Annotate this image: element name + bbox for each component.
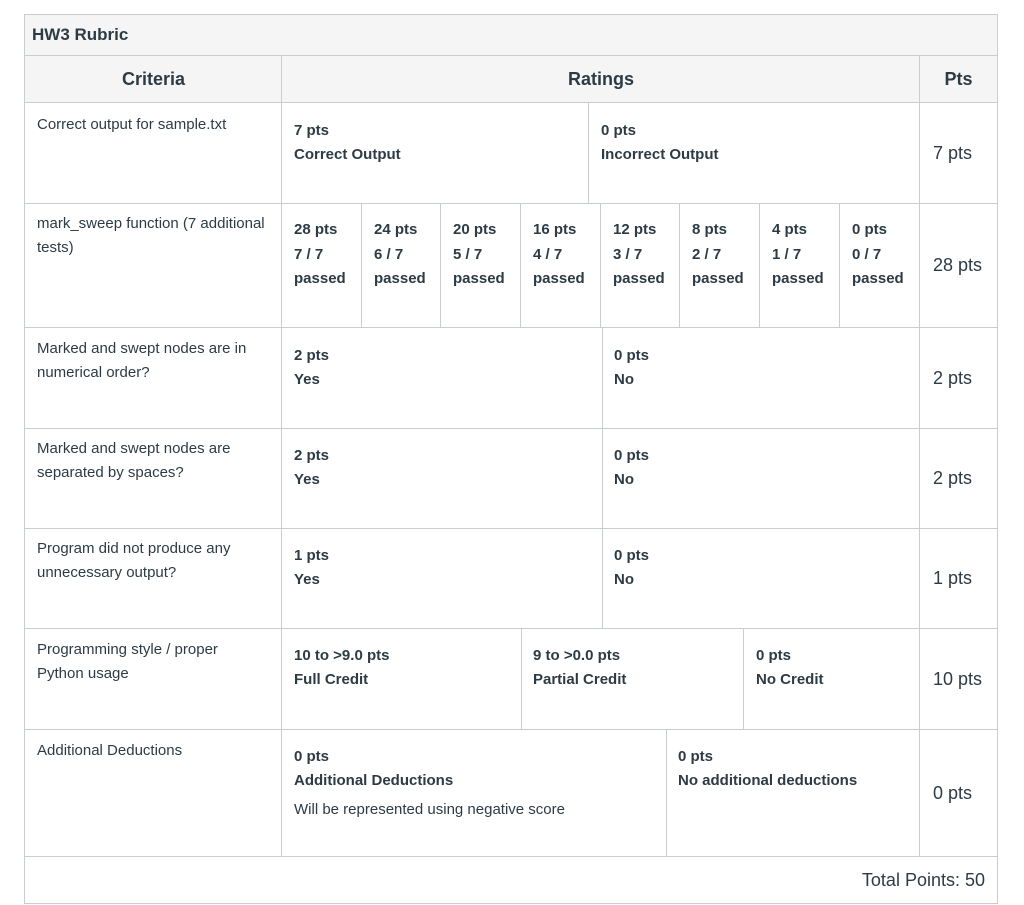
- rating-cell[interactable]: [756, 644, 824, 692]
- rating-cell[interactable]: [294, 218, 346, 292]
- rubric-table: [24, 14, 998, 904]
- divider: [679, 203, 680, 327]
- divider: [25, 856, 997, 857]
- criterion-points: 7 pts: [933, 143, 973, 163]
- rating-points: 1 pts: [294, 547, 330, 564]
- header-ratings: Ratings: [282, 56, 920, 103]
- rubric-title: HW3 Rubric: [32, 25, 129, 44]
- rating-description: No additional deductions: [678, 772, 858, 789]
- rating-description: 5 / 7: [453, 245, 483, 263]
- rubric-title-bar: [25, 15, 997, 56]
- total-points: Total Points: 50: [861, 870, 985, 890]
- divider: [602, 328, 603, 628]
- rating-cell[interactable]: [294, 344, 329, 392]
- rating-description: passed: [533, 270, 585, 287]
- rating-cell[interactable]: [601, 119, 719, 167]
- rating-points: 2 pts: [294, 347, 330, 364]
- rating-points: 0 pts: [614, 347, 650, 364]
- rating-description: 4 / 7: [533, 245, 563, 263]
- rating-cell[interactable]: [294, 745, 565, 822]
- rating-description: passed: [852, 270, 904, 287]
- rating-description: No: [614, 471, 634, 488]
- divider: [25, 628, 997, 629]
- criterion-description: Correct output for sample.txt: [37, 116, 227, 133]
- divider: [440, 203, 441, 327]
- divider: [759, 203, 760, 327]
- rating-cell[interactable]: [374, 218, 426, 292]
- rating-cell[interactable]: [678, 745, 857, 793]
- rating-cell[interactable]: [453, 218, 505, 292]
- rating-description: No Credit: [756, 671, 824, 688]
- divider: [839, 203, 840, 327]
- rating-cell[interactable]: [614, 444, 649, 492]
- rating-description: 6 / 7: [374, 245, 404, 263]
- rating-cell[interactable]: [294, 119, 401, 167]
- rating-description: 1 / 7: [772, 245, 802, 263]
- rating-description: Partial Credit: [533, 671, 627, 688]
- rating-description: passed: [613, 270, 665, 287]
- criterion-points: 2 pts: [933, 368, 973, 388]
- rating-points: 4 pts: [772, 221, 808, 238]
- rating-points: 16 pts: [533, 221, 577, 238]
- rating-points: 0 pts: [614, 547, 650, 564]
- rating-description: 7 / 7: [294, 245, 324, 263]
- rating-cell[interactable]: [772, 218, 824, 292]
- header-criteria: Criteria: [25, 56, 282, 103]
- criterion-points: 28 pts: [933, 255, 983, 275]
- rating-description: Full Credit: [294, 671, 369, 688]
- rating-description: Yes: [294, 571, 320, 588]
- rating-points: 0 pts: [601, 122, 637, 139]
- rating-description: 2 / 7: [692, 245, 722, 263]
- criterion-points: 1 pts: [933, 568, 973, 588]
- criterion-points: 0 pts: [933, 783, 973, 803]
- divider: [25, 327, 997, 328]
- divider: [520, 203, 521, 327]
- rating-description: No: [614, 371, 634, 388]
- rating-points: 7 pts: [294, 122, 330, 139]
- criterion-description: Programming style / proper Python usage: [37, 641, 218, 682]
- rating-description: Additional Deductions: [294, 772, 454, 789]
- rating-description: Incorrect Output: [601, 146, 719, 163]
- rating-long-description: Will be represented using negative score: [294, 801, 565, 818]
- rating-points: 0 pts: [852, 221, 888, 238]
- rating-description: Yes: [294, 371, 320, 388]
- rating-points: 24 pts: [374, 221, 418, 238]
- divider: [25, 528, 997, 529]
- rating-description: No: [614, 571, 634, 588]
- rating-points: 0 pts: [294, 748, 330, 765]
- rating-points: 0 pts: [678, 748, 714, 765]
- rating-cell[interactable]: [852, 218, 904, 292]
- rating-points: 0 pts: [614, 447, 650, 464]
- header-pts: Pts: [920, 56, 997, 103]
- rating-cell[interactable]: [613, 218, 665, 292]
- divider: [25, 729, 997, 730]
- divider: [588, 103, 589, 203]
- rating-description: Yes: [294, 471, 320, 488]
- rating-cell[interactable]: [614, 544, 649, 592]
- rating-cell[interactable]: [692, 218, 744, 292]
- criterion-description: mark_sweep function (7 additional tests): [37, 215, 265, 256]
- criterion-description: Additional Deductions: [37, 742, 183, 759]
- divider: [521, 629, 522, 729]
- rating-points: 12 pts: [613, 221, 657, 238]
- rating-points: 9 to >0.0 pts: [533, 647, 621, 664]
- rating-cell[interactable]: [294, 644, 389, 692]
- rating-description: Correct Output: [294, 146, 401, 163]
- rating-description: passed: [453, 270, 505, 287]
- rating-cell[interactable]: [533, 644, 626, 692]
- criterion-points: 10 pts: [933, 669, 983, 689]
- criterion-points: 2 pts: [933, 468, 973, 488]
- rating-points: 28 pts: [294, 221, 338, 238]
- divider: [25, 428, 997, 429]
- rating-cell[interactable]: [294, 444, 329, 492]
- divider: [25, 203, 997, 204]
- rating-points: 20 pts: [453, 221, 497, 238]
- rating-cell[interactable]: [294, 544, 329, 592]
- divider: [600, 203, 601, 327]
- divider: [666, 730, 667, 856]
- rating-description: passed: [294, 270, 346, 287]
- rating-description: 3 / 7: [613, 245, 643, 263]
- rating-points: 0 pts: [756, 647, 792, 664]
- divider: [361, 203, 362, 327]
- rating-points: 8 pts: [692, 221, 728, 238]
- divider: [919, 56, 920, 857]
- rating-cell[interactable]: [614, 344, 649, 392]
- rating-points: 2 pts: [294, 447, 330, 464]
- rating-description: passed: [772, 270, 824, 287]
- rating-description: passed: [374, 270, 426, 287]
- criterion-description: Program did not produce any unnecessary output?: [37, 540, 231, 581]
- rating-cell[interactable]: [533, 218, 585, 292]
- rating-description: passed: [692, 270, 744, 287]
- rating-description: 0 / 7: [852, 245, 882, 263]
- divider: [743, 629, 744, 729]
- criterion-description: Marked and swept nodes are in numerical order?: [37, 340, 247, 381]
- rating-points: 10 to >9.0 pts: [294, 647, 390, 664]
- criterion-description: Marked and swept nodes are separated by spaces?: [37, 440, 231, 481]
- divider: [281, 56, 282, 857]
